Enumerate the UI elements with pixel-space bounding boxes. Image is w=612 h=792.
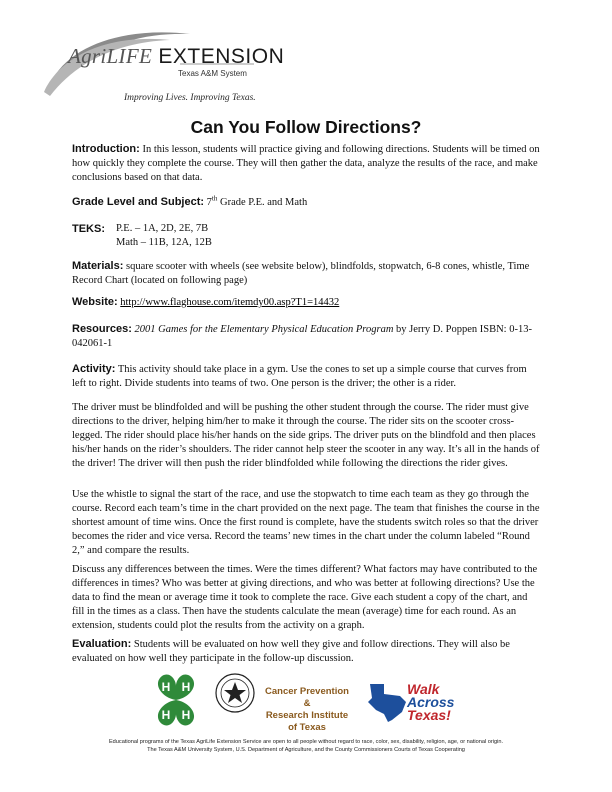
materials-section [72,259,542,288]
cprit-line1: Cancer Prevention & [265,686,349,709]
grade-label: Grade Level and Subject: [72,196,205,208]
logo-agri: Agri [68,44,107,68]
resources-book-title: 2001 Games for the Elementary Physical Education Program [134,324,394,335]
logo-wordmark [68,44,284,69]
walk-line3: Texas! [407,707,451,723]
discuss-paragraph: Discuss any differences between the times. Were the times different? What factors may have contributed to the differences in times? Who was better at giving directions, and who was better at following directions? Use the data to find the mean or average time it took to complete the race. Give each student a copy of the chart, and fill in the times as a class. Then have the students calculate the mean (average) time for each round. As an extension, students could plot the results from the activity on a graph. [72,564,538,631]
activity-text: This activity should take place in a gym. Use the cones to set up a simple course that curves from left to right. Divide students into teams of two. One person is the driver; the other is a rider. [72,364,527,389]
activity-label: Activity: [72,363,116,375]
cprit-logo [261,686,353,734]
footer-disclaimer [0,738,612,754]
footer-line2: The Texas A&M University System, U.S. Department of Agriculture, and the County Commissioners Courts of Texas Cooperating [147,747,465,753]
evaluation-text: Students will be evaluated on how well they give and follow directions. They will also be evaluated on how well they participate in the follow-up discussion. [72,639,510,664]
activity-section [72,362,542,391]
cprit-line3: of Texas [288,722,326,733]
evaluation-section [72,637,542,666]
teks-line1: P.E. – 1A, 2D, 2E, 7B [116,223,209,234]
walk-across-texas-logo [407,683,454,722]
whistle-paragraph: Use the whistle to signal the start of the race, and use the stopwatch to time each team as they go through the course. Record each team’s time in the chart provided on the next page. The team that finishes the course in the shortest amount of time wins. Once the first round is complete, have the students switch roles so that the driver becomes the rider and vice versa. Record the teams’ new times in the chart under the column labeled “Round 2,” and compare the results. [72,489,540,556]
evaluation-label: Evaluation: [72,638,132,650]
introduction-section [72,142,542,185]
logo-subtitle: Texas A&M System [178,69,247,78]
texas-seal-icon [214,672,256,714]
walk-line1: Walk [407,681,440,697]
grade-section [72,195,542,210]
footer-line1: Educational programs of the Texas AgriLife Extension Service are open to all people without regard to race, color, sex, disability, religion, age, or national origin. [108,739,504,745]
svg-text:H: H [161,708,171,722]
driver-paragraph: The driver must be blindfolded and will be pushing the other student through the course. The rider must give directions to the driver, helping him/her to make it through the course. The rider sits on the scooter cross-legged. The rider should place his/her hands on the side grips. The driver puts on the blindfold and then places his/her hands on the rider’s shoulders. The rider cannot help steer the scooter in any way. It’s all in the hands of the driver! The driver will then push the rider blindfolded while following the directions the rider gives. [72,402,540,469]
introduction-text: In this lesson, students will practice giving and following directions. Students will be timed on how quickly they complete the course. They will then gather the data, analyze the results of the race, and make conclusions based on that data. [72,144,540,183]
logo-life: LIFE [106,44,153,68]
resources-section [72,322,542,351]
website-section [72,295,542,310]
teks-section [72,222,542,248]
resources-label: Resources: [72,323,132,335]
walk-line2: Across [407,694,455,710]
grade-num: 7 [204,197,212,208]
svg-text:H: H [181,708,191,722]
4h-clover-logo [146,672,206,728]
teks-line2: Math – 11B, 12A, 12B [116,237,212,248]
svg-text:H: H [161,680,171,694]
website-link[interactable]: http://www.flaghouse.com/itemdy00.asp?T1=14432 [120,297,340,308]
materials-text: square scooter with wheels (see website below), blindfolds, stopwatch, 6-8 cones, whistle, Time Record Chart (located on following page) [72,261,530,286]
cprit-line2: Research Institute [265,710,349,721]
texas-map-icon [364,680,410,724]
introduction-label: Introduction: [72,143,140,155]
svg-text:H: H [181,680,191,694]
tagline: Improving Lives. Improving Texas. [124,93,256,103]
page-title: Can You Follow Directions? [190,117,422,137]
resources-text: by Jerry D. Poppen ISBN: 0-13-042061-1 [72,324,532,349]
logo-extension: EXTENSION [152,45,285,68]
materials-label: Materials: [72,260,124,272]
grade-text: Grade P.E. and Math [217,197,308,208]
teks-label: TEKS: [72,223,105,235]
website-label: Website: [72,296,118,308]
grade-sup: th [211,194,218,203]
